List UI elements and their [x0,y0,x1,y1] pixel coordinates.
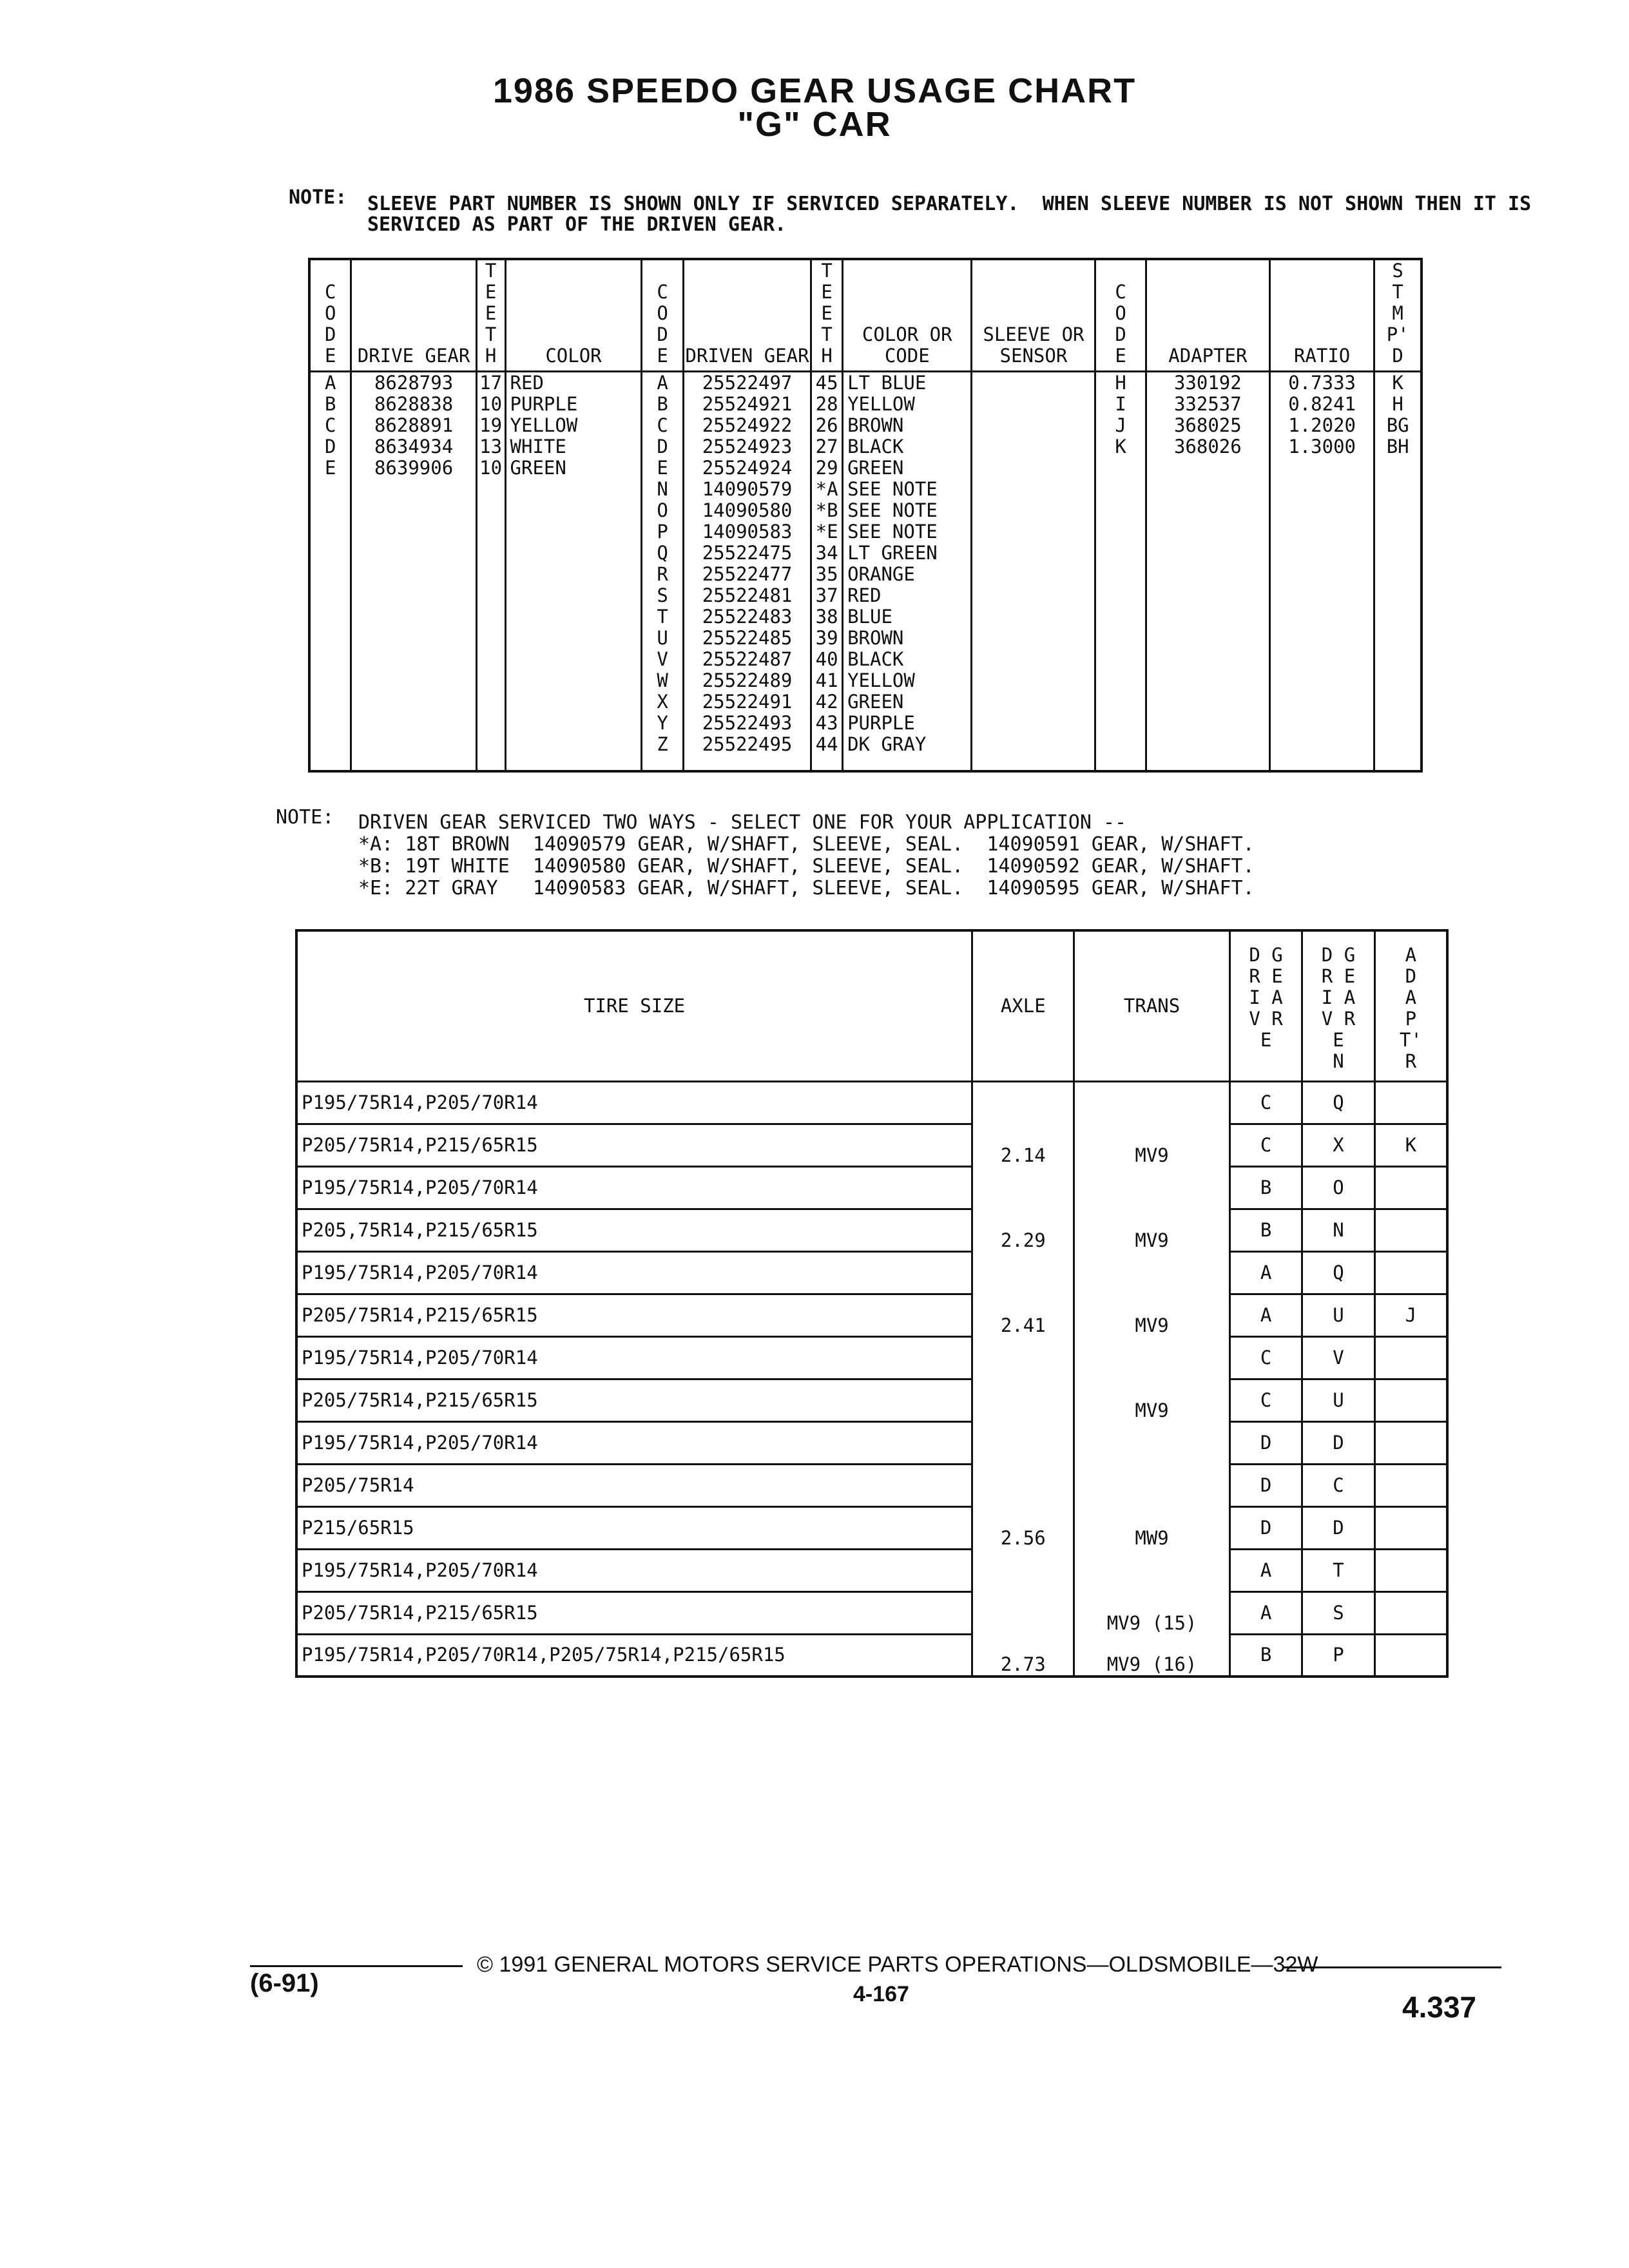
drive-gear-cell: C [1229,1081,1302,1124]
adapter-cell [1374,1549,1447,1591]
usage-row [296,1379,1447,1421]
driven-gear-cell: Q [1302,1081,1374,1124]
drive-gear-cell: B [1229,1166,1302,1209]
axle-cell: 2.14 [972,1124,1074,1166]
driven-gear-cell: T [1302,1549,1374,1591]
trans-cell [1074,1464,1230,1506]
adapter-cell [1374,1506,1447,1549]
driven-teeth-header: T E E T H [811,259,843,372]
usage-table [295,929,1449,1678]
driven-gear-header: DRIVEN GEAR [683,259,811,372]
driven-gear-cell: N [1302,1209,1374,1251]
tire-size-header: TIRE SIZE [296,930,972,1081]
axle-cell [972,1166,1074,1209]
tire-size-cell: P195/75R14,P205/70R14 [296,1336,972,1379]
footer-date: (6-91) [250,1969,319,1997]
tire-size-cell: P195/75R14,P205/70R14 [296,1166,972,1209]
sleeve-sensor-column [972,372,1095,771]
axle-cell [972,1591,1074,1634]
driven-code-header: C O D E [642,259,683,372]
note-mid-line4: *E: 22T GRAY 14090583 GEAR, W/SHAFT, SLEEVE, SEAL. 14090595 GEAR, W/SHAFT. [358,877,1255,899]
adapter-cell [1374,1209,1447,1251]
page-title: 1986 SPEEDO GEAR USAGE CHART [492,72,1137,110]
axle-cell: 2.56 [972,1506,1074,1549]
usage-row [296,1506,1447,1549]
drive-teeth: 17 10 19 13 10 [476,372,505,771]
drive-parts: 8628793 8628838 8628891 8634934 8639906 [351,372,476,771]
driven-gear-cell: X [1302,1124,1374,1166]
usage-row [296,1464,1447,1506]
drive-gear-cell: B [1229,1634,1302,1677]
drive-gear-cell: A [1229,1251,1302,1294]
footer-section: 4.337 [1402,1990,1477,2024]
usage-row [296,1549,1447,1591]
driven-gear-cell: V [1302,1336,1374,1379]
usage-row [296,1251,1447,1294]
driven-gear-cell: S [1302,1591,1374,1634]
tire-size-cell: P205/75R14,P215/65R15 [296,1591,972,1634]
trans-cell [1074,1166,1230,1209]
axle-cell [972,1251,1074,1294]
trans-cell: MV9 [1074,1124,1230,1166]
adapter-cell [1374,1251,1447,1294]
adapter-header: ADAPTER [1146,259,1269,372]
note-top-line1: SLEEVE PART NUMBER IS SHOWN ONLY IF SERVICED SEPARATELY. WHEN SLEEVE NUMBER IS NOT SHOWN THEN IT IS [367,193,1532,215]
axle-cell [972,1421,1074,1464]
trans-cell [1074,1251,1230,1294]
driven-gear-cell: P [1302,1634,1374,1677]
adapter-stmpd: K H BG BH [1374,372,1422,771]
usage-table-header [296,930,1447,1081]
tire-size-cell: P205/75R14 [296,1464,972,1506]
trans-cell: MV9 [1074,1379,1230,1421]
adapter-cell [1374,1081,1447,1124]
ratio-header: RATIO [1269,259,1374,372]
tire-size-cell: P205/75R14,P215/65R15 [296,1379,972,1421]
axle-cell [972,1549,1074,1591]
usage-row [296,1294,1447,1336]
axle-cell: 2.29 [972,1209,1074,1251]
trans-cell [1074,1549,1230,1591]
trans-cell [1074,1421,1230,1464]
tire-size-cell: P205/75R14,P215/65R15 [296,1124,972,1166]
gear-table [308,258,1423,773]
gear-table-header [309,259,1422,372]
driven-gear-cell: C [1302,1464,1374,1506]
adapter-code-header: C O D E [1095,259,1146,372]
usage-row [296,1421,1447,1464]
tire-size-cell: P195/75R14,P205/70R14 [296,1081,972,1124]
adapter-ratios: 0.7333 0.8241 1.2020 1.3000 [1269,372,1374,771]
trans-cell: MV9 [1074,1294,1230,1336]
code-header: C O D E [309,259,351,372]
axle-cell: 2.41 [972,1294,1074,1336]
usage-row [296,1166,1447,1209]
usage-row [296,1336,1447,1379]
note-top-line2: SERVICED AS PART OF THE DRIVEN GEAR. [367,213,787,236]
trans-cell: MW9 [1074,1506,1230,1549]
note-top-label: NOTE: [289,186,347,209]
trans-cell [1074,1336,1230,1379]
drive-gear-cell: D [1229,1421,1302,1464]
gear-table-body [309,372,1422,771]
tire-size-cell: P195/75R14,P205/70R14 [296,1251,972,1294]
tire-size-cell: P195/75R14,P205/70R14 [296,1421,972,1464]
note-mid-line3: *B: 19T WHITE 14090580 GEAR, W/SHAFT, SLEEVE, SEAL. 14090592 GEAR, W/SHAFT. [358,855,1255,878]
drive-gear-cell: D [1229,1506,1302,1549]
note-mid-line2: *A: 18T BROWN 14090579 GEAR, W/SHAFT, SLEEVE, SEAL. 14090591 GEAR, W/SHAFT. [358,833,1255,856]
adapter-cell [1374,1421,1447,1464]
note-mid-line1: DRIVEN GEAR SERVICED TWO WAYS - SELECT ONE FOR YOUR APPLICATION -- [358,811,1127,834]
adapter-cell [1374,1379,1447,1421]
drive-gear-cell: C [1229,1336,1302,1379]
footer-rule-left [250,1965,463,1967]
axle-cell: 2.73 [972,1634,1074,1677]
trans-cell: MV9 (16) [1074,1634,1230,1677]
adapter-cell: K [1374,1124,1447,1166]
driven-colors: LT BLUE YELLOW BROWN BLACK GREEN SEE NOTE SEE NOTE SEE NOTE LT GREEN ORANGE RED BLUE BROWN BLACK YELLOW GREEN PURPLE DK GRAY [843,372,972,771]
trans-cell [1074,1081,1230,1124]
color-code-header: COLOR OR CODE [843,259,972,372]
trans-header: TRANS [1074,930,1230,1081]
axle-cell [972,1464,1074,1506]
drive-gear-header: D G R E I A V R E [1229,930,1302,1081]
adapter-cell [1374,1591,1447,1634]
usage-row [296,1081,1447,1124]
tire-size-cell: P205,75R14,P215/65R15 [296,1209,972,1251]
sleeve-sensor-header: SLEEVE OR SENSOR [972,259,1095,372]
driven-codes: A B C D E N O P Q R S T U V W X Y Z [642,372,683,771]
footer-page: 4-167 [853,1982,909,2006]
trans-cell: MV9 [1074,1209,1230,1251]
driven-gear-cell: U [1302,1294,1374,1336]
trans-cell: MV9 (15) [1074,1591,1230,1634]
drive-gear-cell: A [1229,1294,1302,1336]
drive-gear-header: DRIVE GEAR [351,259,476,372]
adapter-header: A D A P T' R [1374,930,1447,1081]
drive-gear-cell: C [1229,1379,1302,1421]
driven-parts: 25522497 25524921 25524922 25524923 25524924 14090579 14090580 14090583 25522475 25522477 25522481 25522483 25522485 25522487 25522489 25522491 25522493 25522495 [683,372,811,771]
color-header: COLOR [505,259,642,372]
stmpd-header: S T M P' D [1374,259,1422,372]
adapter-cell [1374,1634,1447,1677]
axle-header: AXLE [972,930,1074,1081]
driven-gear-header: D G R E I A V R E N [1302,930,1374,1081]
drive-gear-cell: B [1229,1209,1302,1251]
usage-row [296,1209,1447,1251]
drive-codes: A B C D E [309,372,351,771]
driven-gear-cell: Q [1302,1251,1374,1294]
footer-copyright: © 1991 GENERAL MOTORS SERVICE PARTS OPERATIONS—OLDSMOBILE—32W [477,1952,1318,1977]
drive-gear-cell: D [1229,1464,1302,1506]
adapter-codes: H I J K [1095,372,1146,771]
axle-cell [972,1379,1074,1421]
usage-row [296,1634,1447,1677]
tire-size-cell: P215/65R15 [296,1506,972,1549]
adapter-cell [1374,1464,1447,1506]
adapter-cell: J [1374,1294,1447,1336]
footer-rule-right [1282,1966,1501,1968]
usage-row [296,1124,1447,1166]
driven-gear-cell: U [1302,1379,1374,1421]
axle-cell [972,1336,1074,1379]
teeth-header: T E E T H [476,259,505,372]
tire-size-cell: P205/75R14,P215/65R15 [296,1294,972,1336]
note-mid-label: NOTE: [276,806,334,829]
page-subtitle: "G" CAR [737,105,892,144]
adapter-cell [1374,1336,1447,1379]
tire-size-cell: P195/75R14,P205/70R14 [296,1549,972,1591]
driven-gear-cell: O [1302,1166,1374,1209]
adapter-parts: 330192 332537 368025 368026 [1146,372,1269,771]
driven-teeth: 45 28 26 27 29 *A *B *E 34 35 37 38 39 40 41 42 43 44 [811,372,843,771]
adapter-cell [1374,1166,1447,1209]
usage-row [296,1591,1447,1634]
drive-gear-cell: C [1229,1124,1302,1166]
driven-gear-cell: D [1302,1421,1374,1464]
drive-gear-cell: A [1229,1591,1302,1634]
tire-size-cell: P195/75R14,P205/70R14,P205/75R14,P215/65R15 [296,1634,972,1677]
drive-gear-cell: A [1229,1549,1302,1591]
axle-cell [972,1081,1074,1124]
driven-gear-cell: D [1302,1506,1374,1549]
drive-colors: RED PURPLE YELLOW WHITE GREEN [505,372,642,771]
